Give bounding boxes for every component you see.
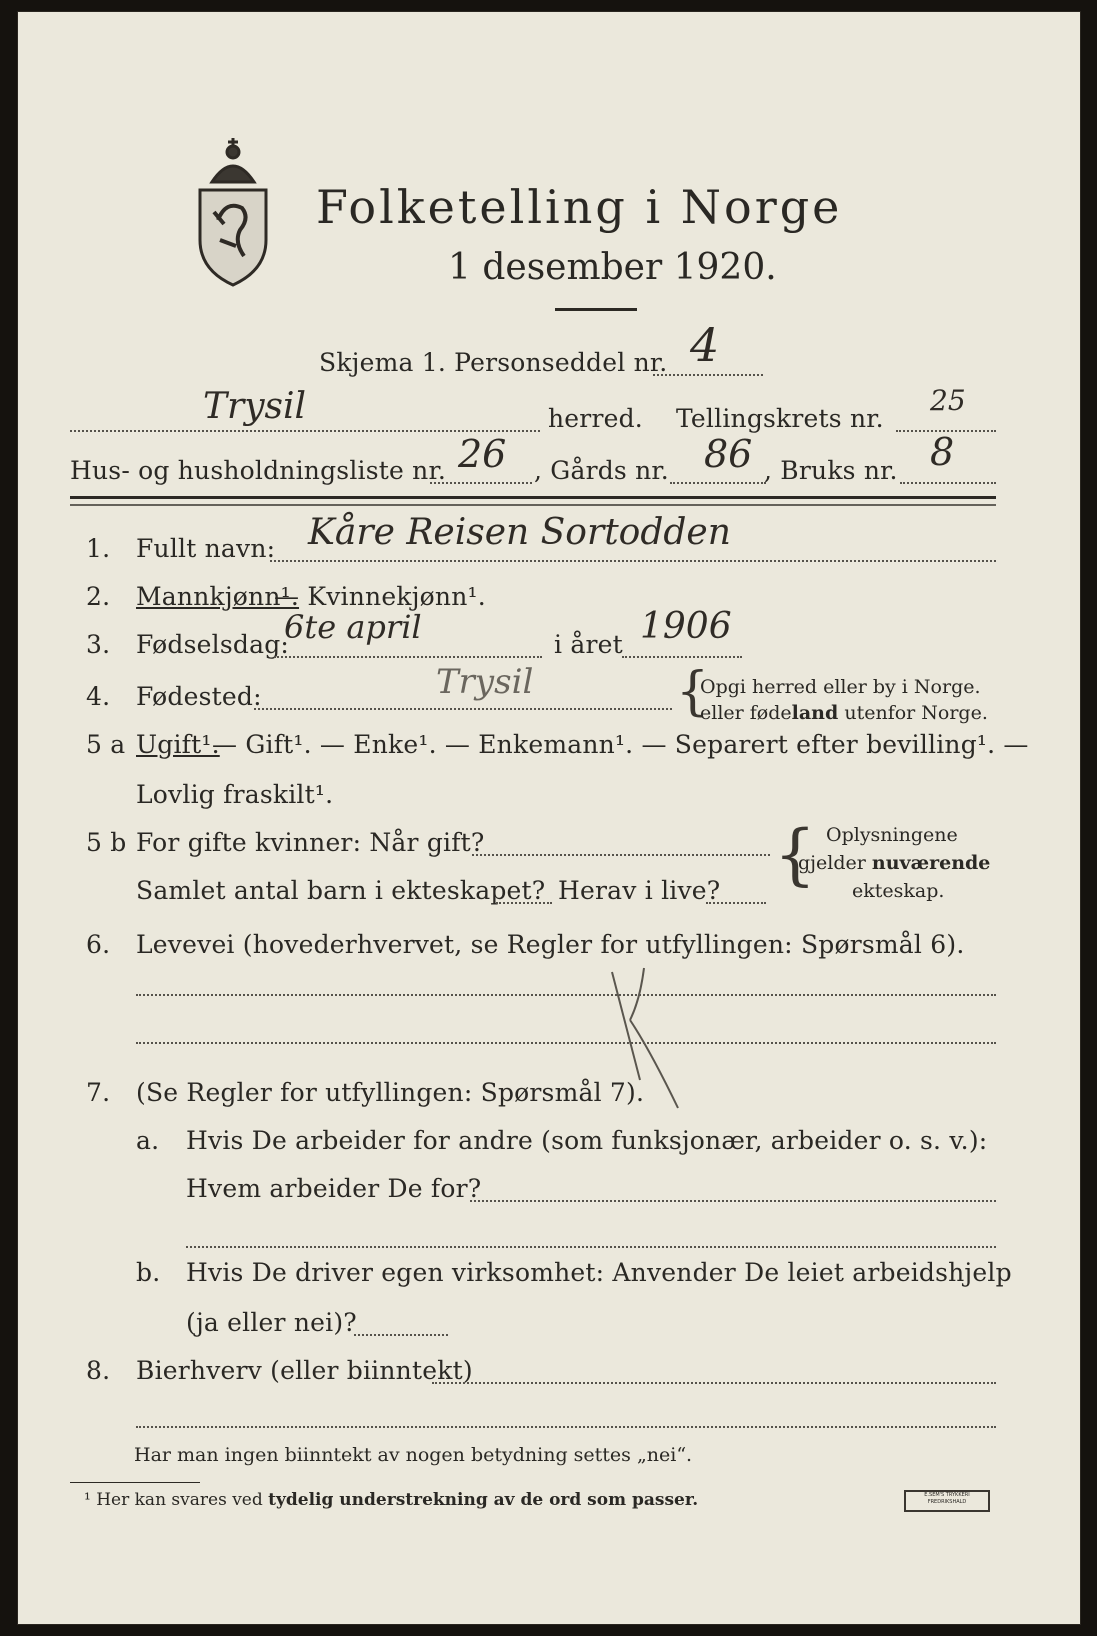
q6-label: Levevei (hovederhvervet, se Regler for utfyllingen: Spørsmål 6). bbox=[136, 930, 965, 959]
q5b-number: 5 b bbox=[86, 828, 127, 857]
q4-number: 4. bbox=[86, 682, 111, 711]
q7b-label: Hvis De driver egen virksomhet: Anvender De leiet arbeidshjelp bbox=[186, 1258, 1012, 1287]
printer-stamp: E.SEM'S TRYKKERI FREDRIKSHALD bbox=[904, 1490, 990, 1512]
occupation-field-1[interactable] bbox=[136, 994, 996, 996]
married-when-field[interactable] bbox=[472, 854, 770, 856]
footnote-rule bbox=[70, 1482, 200, 1483]
husliste-value: 26 bbox=[458, 432, 507, 476]
birth-year-field[interactable] bbox=[622, 656, 742, 658]
title-divider bbox=[555, 308, 637, 311]
census-date: 1 desember 1920. bbox=[448, 247, 777, 288]
q5b-children-label: Samlet antal barn i ekteskapet? bbox=[136, 876, 546, 905]
q1-number: 1. bbox=[86, 534, 111, 563]
side-income-field-1[interactable] bbox=[432, 1382, 996, 1384]
bruks-label: , Bruks nr. bbox=[764, 456, 898, 485]
husliste-field[interactable] bbox=[430, 482, 532, 484]
children-alive-field[interactable] bbox=[706, 902, 766, 904]
q5b-note-line1: Oplysningene bbox=[826, 824, 958, 846]
side-income-field-2[interactable] bbox=[136, 1426, 996, 1428]
bruks-field[interactable] bbox=[900, 482, 996, 484]
herred-label: herred. bbox=[548, 404, 643, 433]
tellingskrets-label: Tellingskrets nr. bbox=[676, 404, 884, 433]
birth-year-value: 1906 bbox=[640, 606, 732, 647]
header-rule-top bbox=[70, 496, 996, 499]
birthplace-value: Trysil bbox=[436, 662, 534, 702]
q8-label: Bierhverv (eller biinntekt) bbox=[136, 1356, 473, 1385]
q5b-brace: { bbox=[774, 816, 816, 893]
q6-number: 6. bbox=[86, 930, 111, 959]
q5a-other-options[interactable]: — Gift¹. — Enke¹. — Enkemann¹. — Separert efter bevilling¹. — bbox=[212, 730, 1029, 759]
q7a-employer-label: Hvem arbeider De for? bbox=[186, 1174, 482, 1203]
birthday-value: 6te april bbox=[284, 608, 422, 646]
full-name-value: Kåre Reisen Sortodden bbox=[308, 512, 731, 553]
q2-mannkjonn-option[interactable]: Mannkjønn¹. bbox=[136, 582, 300, 611]
q3-year-label: i året bbox=[554, 630, 623, 659]
q1-label: Fullt navn: bbox=[136, 534, 276, 563]
q5b-alive-label: Herav i live? bbox=[558, 876, 721, 905]
occupation-field-2[interactable] bbox=[136, 1042, 996, 1044]
header-rule-bottom bbox=[70, 504, 996, 506]
q7a-label: Hvis De arbeider for andre (som funksjonær, arbeider o. s. v.): bbox=[186, 1126, 988, 1155]
skjema-label: Skjema 1. Personseddel nr. bbox=[319, 348, 668, 377]
skjema-nr-value: 4 bbox=[690, 318, 720, 372]
q2-number: 2. bbox=[86, 582, 111, 611]
q4-label: Fødested: bbox=[136, 682, 262, 711]
q5b-note-line2: gjelder nuværende bbox=[798, 852, 991, 874]
children-count-field[interactable] bbox=[496, 902, 552, 904]
birthplace-field[interactable] bbox=[254, 708, 672, 710]
q5b-note-line3: ekteskap. bbox=[852, 880, 945, 902]
herred-value: Trysil bbox=[203, 386, 307, 427]
birthday-field[interactable] bbox=[274, 656, 542, 658]
employer-field-1[interactable] bbox=[470, 1200, 996, 1202]
footnote: ¹ Her kan svares ved tydelig understrekning av de ord som passer. bbox=[84, 1490, 699, 1510]
skjema-nr-field[interactable] bbox=[653, 374, 763, 376]
q3-number: 3. bbox=[86, 630, 111, 659]
no-income-note: Har man ingen biinntekt av nogen betydning settes „nei“. bbox=[134, 1444, 693, 1466]
bruks-value: 8 bbox=[930, 430, 955, 474]
q4-brace: { bbox=[676, 662, 710, 722]
q7-label: (Se Regler for utfyllingen: Spørsmål 7). bbox=[136, 1078, 645, 1107]
q7b-answer-label: (ja eller nei)? bbox=[186, 1308, 357, 1337]
gards-label: , Gårds nr. bbox=[534, 456, 669, 485]
q7-number: 7. bbox=[86, 1078, 111, 1107]
q5b-label: For gifte kvinner: Når gift? bbox=[136, 828, 485, 857]
q5a-fraskilt-option[interactable]: Lovlig fraskilt¹. bbox=[136, 780, 334, 809]
q4-note-line1: Opgi herred eller by i Norge. bbox=[700, 676, 981, 698]
q8-number: 8. bbox=[86, 1356, 111, 1385]
q2-kvinnekjonn-option[interactable]: — Kvinnekjønn¹. bbox=[274, 582, 486, 611]
q5a-number: 5 a bbox=[86, 730, 126, 759]
q7b-letter: b. bbox=[136, 1258, 161, 1287]
full-name-field[interactable] bbox=[270, 560, 996, 562]
coat-of-arms-icon bbox=[190, 130, 276, 290]
gards-value: 86 bbox=[704, 432, 753, 476]
q5a-ugift-option[interactable]: Ugift¹. bbox=[136, 730, 220, 759]
q3-label: Fødselsdag: bbox=[136, 630, 290, 659]
q7a-letter: a. bbox=[136, 1126, 160, 1155]
tellingskrets-value: 25 bbox=[930, 384, 966, 417]
census-form bbox=[18, 12, 1080, 1624]
form-title: Folketelling i Norge bbox=[316, 180, 843, 234]
employer-field-2[interactable] bbox=[186, 1246, 996, 1248]
q4-note-line2: eller fødeland utenfor Norge. bbox=[700, 702, 988, 724]
gards-field[interactable] bbox=[670, 482, 766, 484]
hired-help-field[interactable] bbox=[354, 1334, 448, 1336]
husliste-label: Hus- og husholdningsliste nr. bbox=[70, 456, 447, 485]
